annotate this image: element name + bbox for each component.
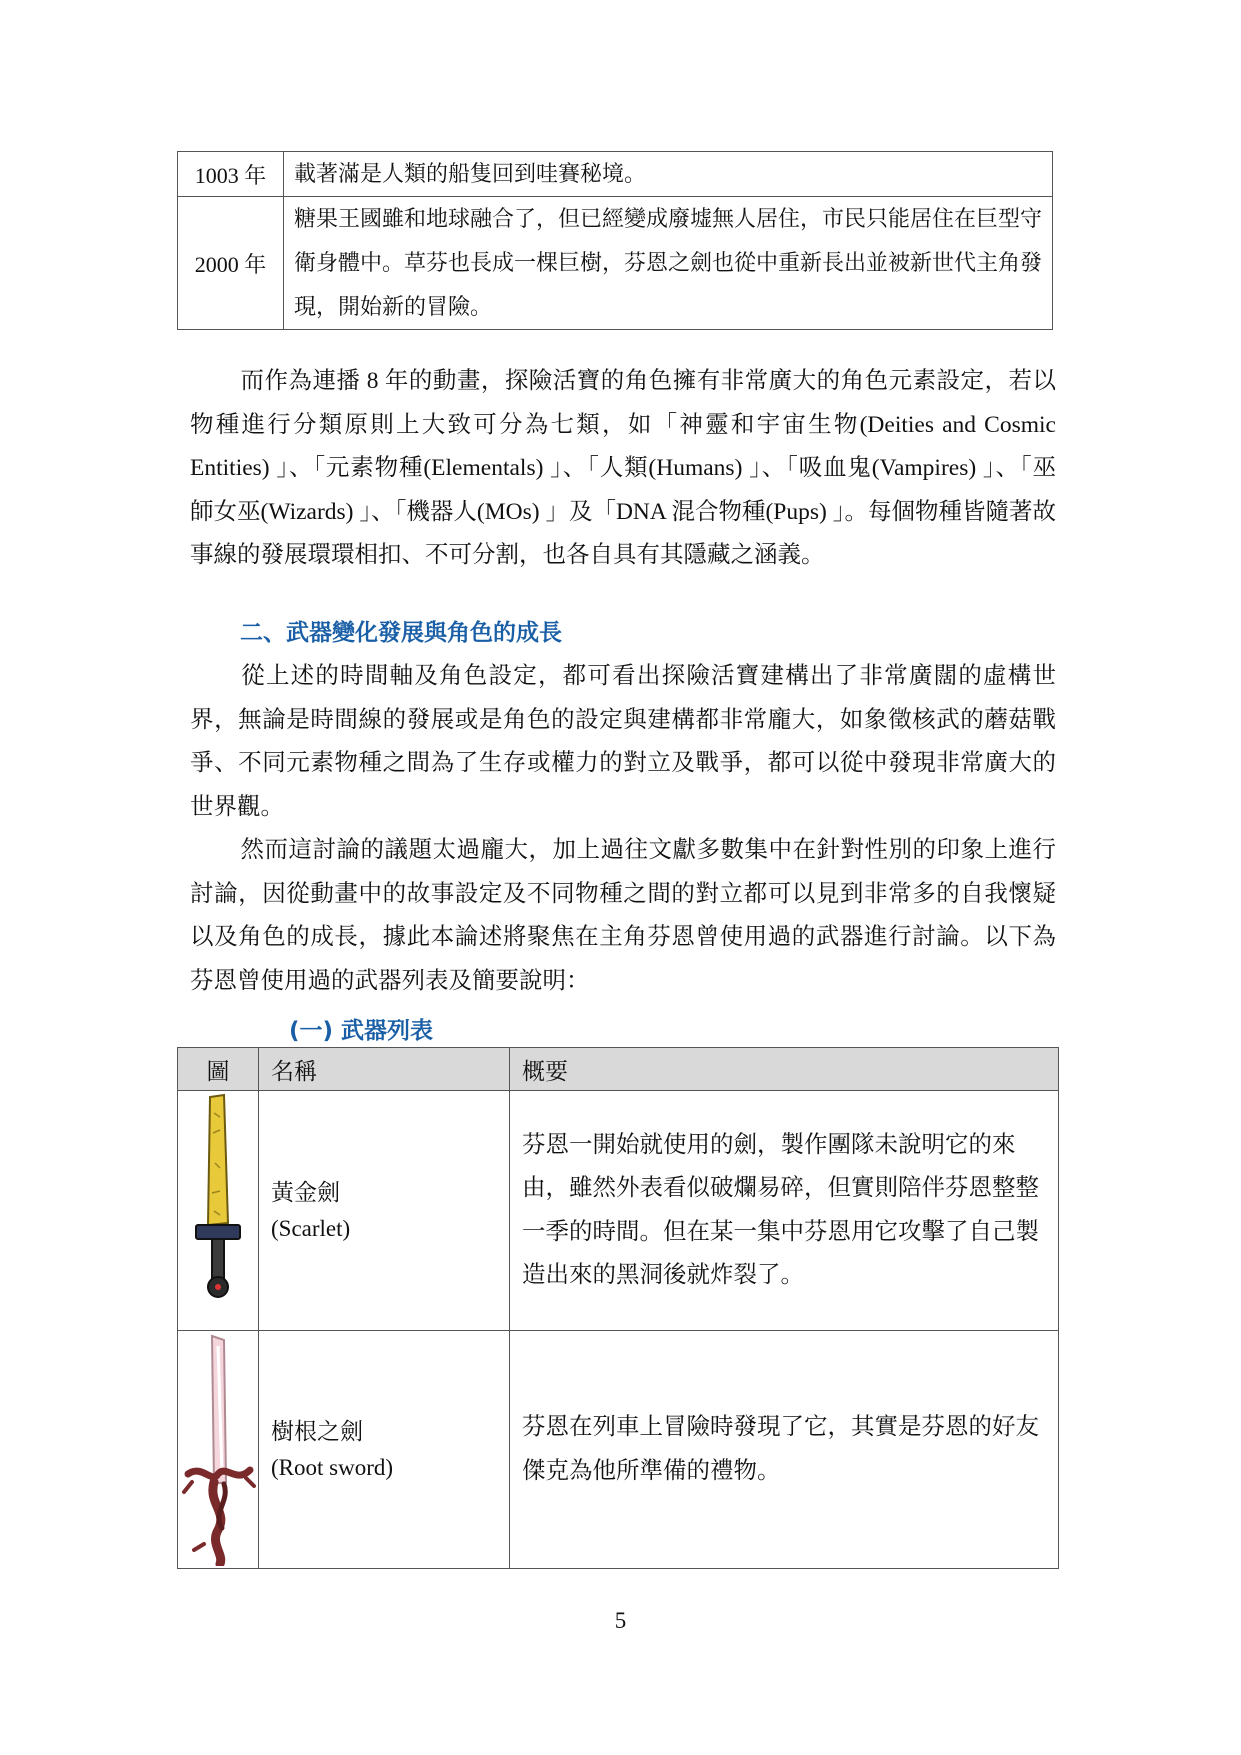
timeline-year: 2000 年 [178,197,284,330]
weapon-name-en: (Root sword) [271,1454,394,1480]
weapon-name-zh: 黃金劍 [271,1179,340,1205]
timeline-desc: 載著滿是人類的船隻回到哇賽秘境。 [284,152,1053,197]
weapon-image-cell [178,1091,259,1331]
weapons-table [177,1047,1059,1569]
weapon-summary: 芬恩一開始就使用的劍，製作團隊未說明它的來由，雖然外表看似破爛易碎，但實則陪伴芬恩整整一季的時間。但在某一集中芬恩用它攻擊了自己製造出來的黑洞後就炸裂了。 [510,1091,1059,1331]
subsection-heading: (一) 武器列表 [289,1018,434,1044]
paragraph-world-text: 從上述的時間軸及角色設定，都可看出探險活寶建構出了非常廣闊的虛構世界，無論是時間線的發展或是角色的設定與建構都非常龐大，如象徵核武的蘑菇戰爭、不同元素物種之間為了生存或權力的對立及戰爭，都可以從中發現非常廣大的世界觀。 [190,663,1056,820]
weapon-image-cell [178,1331,259,1569]
root-sword-icon [178,1334,258,1566]
section-heading: 二、武器變化發展與角色的成長 [240,620,562,646]
table-row [178,1091,1059,1331]
paragraph-species-text: 而作為連播 8 年的動畫，探險活寶的角色擁有非常廣大的角色元素設定，若以物種進行分類原則上大致可分為七類，如「神靈和宇宙生物(Deities and Cosmic Entities) 」、「元素物種(Elementals) 」、「人類(Humans) 」、「吸血鬼(Vampires) 」、「巫師女巫(Wizards) 」、「機器人(MOs) 」及「DNA 混合物種(Pups) 」。每個物種皆隨著故事線的發展環環相扣、不可分割，也各自具有其隱藏之涵義。 [190,368,1056,568]
weapon-name-zh: 樹根之劍 [271,1418,363,1444]
timeline-desc: 糖果王國雖和地球融合了，但已經變成廢墟無人居住，市民只能居住在巨型守衛身體中。草芬也長成一棵巨樹，芬恩之劍也從中重新長出並被新世代主角發現，開始新的冒險。 [284,197,1053,330]
timeline-year: 1003 年 [178,152,284,197]
paragraph-focus-text: 然而這討論的議題太過龐大，加上過往文獻多數集中在針對性別的印象上進行討論，因從動畫中的故事設定及不同物種之間的對立都可以見到非常多的自我懷疑以及角色的成長，據此本論述將聚焦在主角芬恩曾使用過的武器進行討論。以下為芬恩曾使用過的武器列表及簡要說明： [190,837,1056,994]
timeline-row [178,197,1053,330]
header-name: 名稱 [259,1048,510,1091]
weapons-header-row [178,1048,1059,1091]
golden-sword-icon [188,1093,248,1329]
timeline-table [177,151,1053,330]
header-summary: 概要 [510,1048,1059,1091]
paragraph-focus [190,829,1056,1003]
timeline-row [178,152,1053,197]
page-number: 5 [614,1608,627,1633]
weapon-summary: 芬恩在列車上冒險時發現了它，其實是芬恩的好友傑克為他所準備的禮物。 [510,1331,1059,1569]
paragraph-world [190,655,1056,829]
weapon-name-cell [259,1331,510,1569]
header-image: 圖 [178,1048,259,1091]
table-row [178,1331,1059,1569]
weapon-name-en: (Scarlet) [271,1215,351,1241]
paragraph-species [190,360,1056,578]
weapon-name-cell [259,1091,510,1331]
